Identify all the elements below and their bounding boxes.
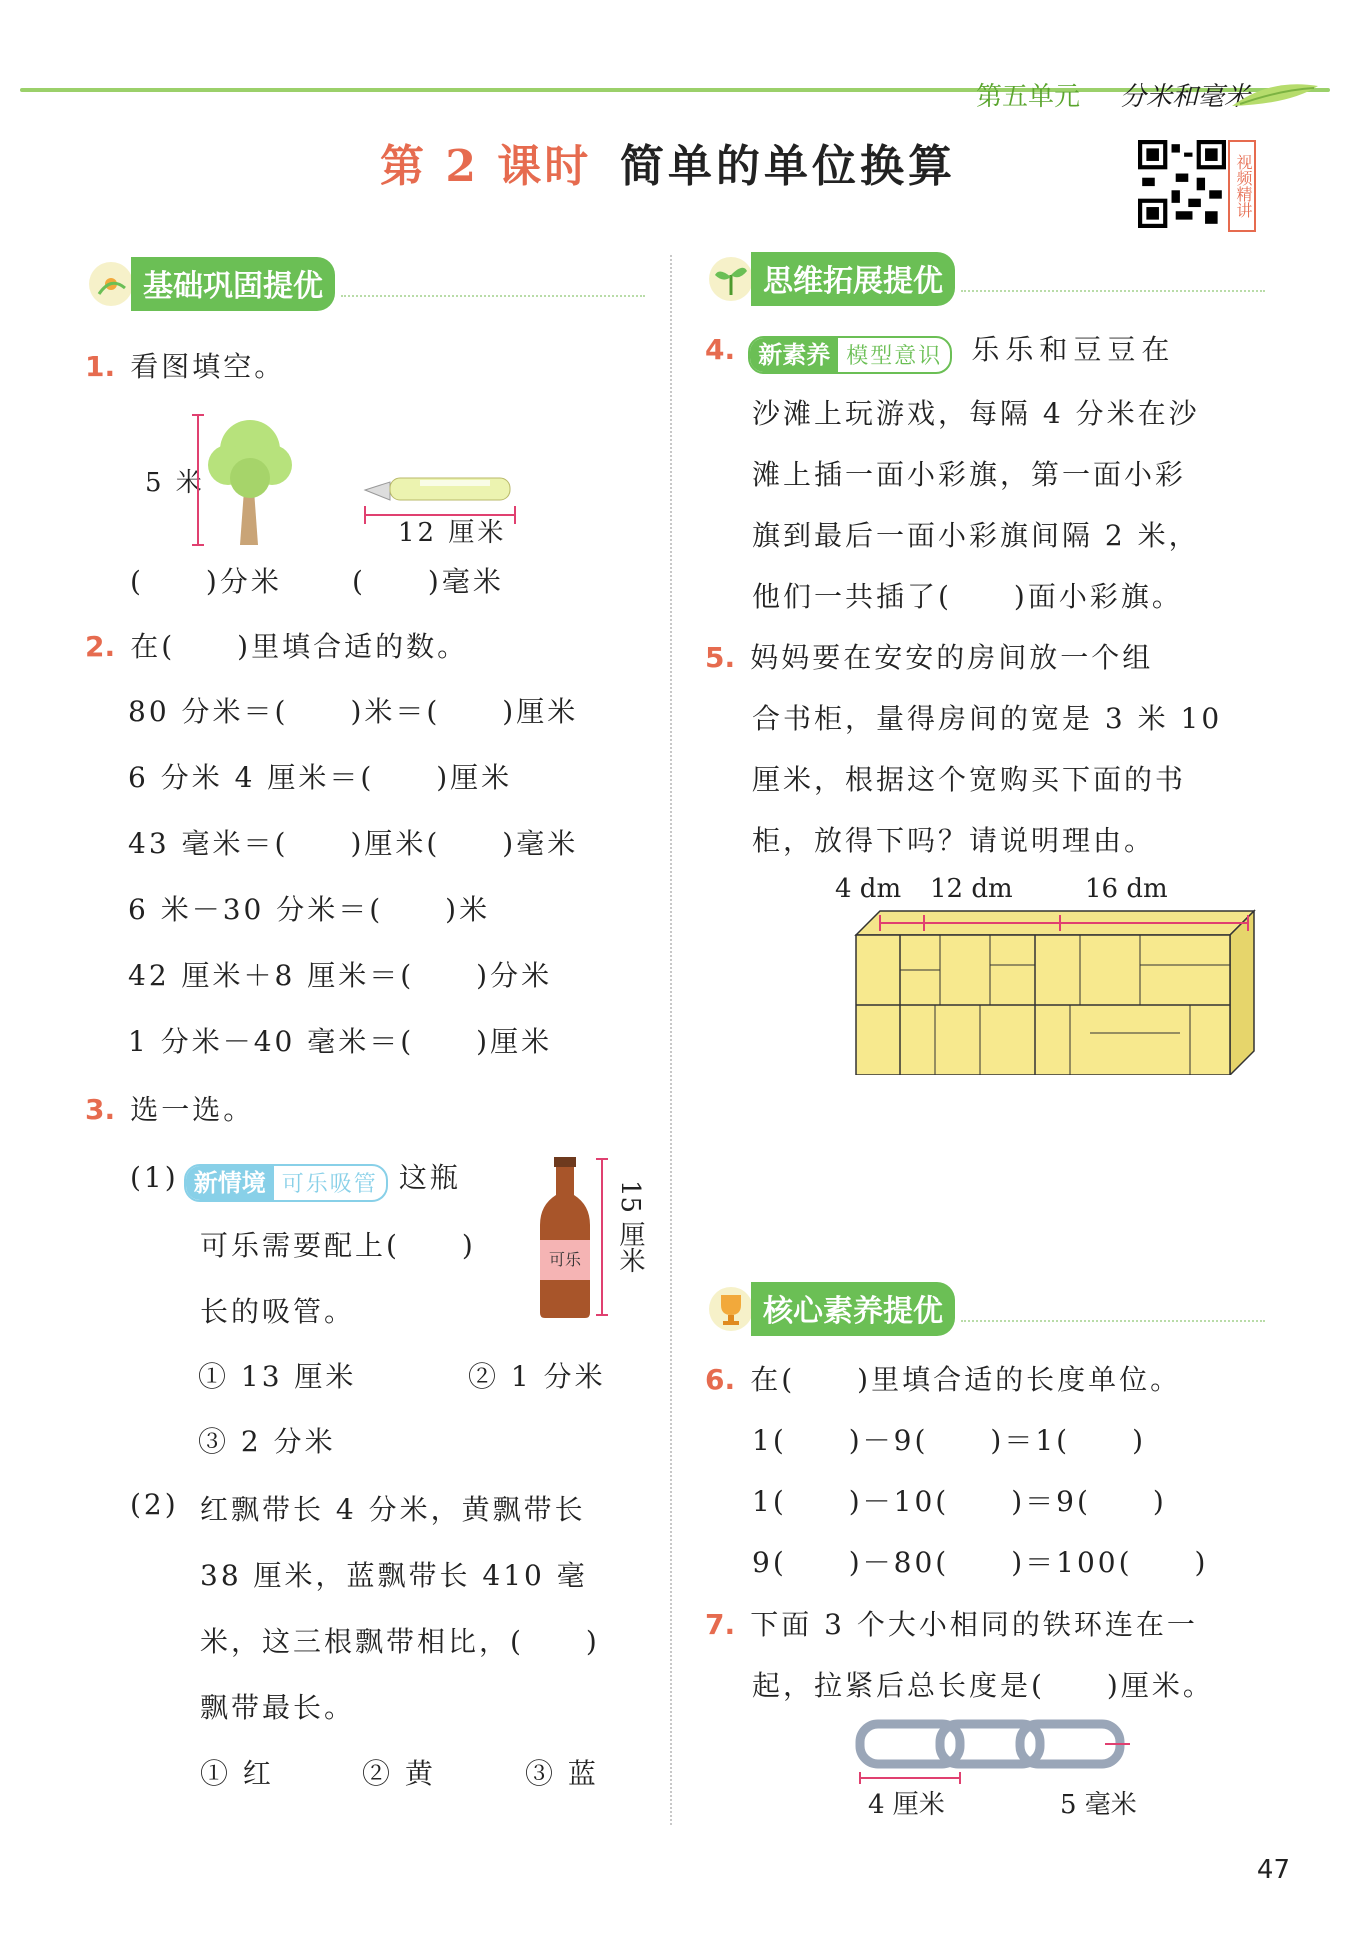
tree-figure xyxy=(188,410,298,550)
part-text: 飘带最长。 xyxy=(200,1691,356,1724)
new-context-tag: 新情境 可乐吸管 xyxy=(184,1164,388,1202)
question-number: 2. xyxy=(85,630,116,663)
option[interactable]: ③ 2 分米 xyxy=(198,1425,336,1458)
part-text[interactable]: 米，这三根飘带相比，( ) xyxy=(200,1625,600,1658)
option[interactable]: ③ 蓝 xyxy=(525,1757,599,1790)
equation-line[interactable]: 43 毫米＝( )厘米( )毫米 xyxy=(128,827,579,860)
section-expand xyxy=(705,255,1265,303)
equation-line[interactable]: 1 分米－40 毫米＝( )厘米 xyxy=(128,1025,553,1058)
question-number: 5. xyxy=(705,641,736,674)
equation-line[interactable]: 9( )－80( )＝100( ) xyxy=(752,1546,1209,1579)
option[interactable]: ② 黄 xyxy=(362,1757,436,1790)
question-text: 旗到最后一面小彩旗间隔 2 米， xyxy=(752,519,1200,552)
question-text: 柜，放得下吗？请说明理由。 xyxy=(752,824,1156,857)
question-text: 选一选。 xyxy=(130,1093,255,1126)
question-3 xyxy=(85,1088,254,1128)
page-title: 简单的单位换算 xyxy=(620,141,956,192)
question-3-part-1 xyxy=(130,1156,461,1202)
question-text: 妈妈要在安安的房间放一个组 xyxy=(750,641,1154,674)
equation-line[interactable]: 42 厘米＋8 厘米＝( )分米 xyxy=(128,959,553,992)
question-text: 合书柜，量得房间的宽是 3 米 10 xyxy=(752,702,1223,735)
ring-length-label: 4 厘米 xyxy=(868,1790,945,1820)
question-text: 在( )里填合适的数。 xyxy=(130,630,469,663)
option[interactable]: ② 1 分米 xyxy=(468,1360,606,1393)
question-text: 在( )里填合适的长度单位。 xyxy=(750,1363,1182,1396)
option[interactable]: ① 红 xyxy=(200,1757,274,1790)
iron-rings-figure xyxy=(855,1718,1135,1788)
question-text: 沙滩上玩游戏，每隔 4 分米在沙 xyxy=(752,397,1200,430)
lesson-number: 第 2 课时 xyxy=(380,141,592,192)
question-text: 下面 3 个大小相同的铁环连在一 xyxy=(750,1608,1198,1641)
question-1 xyxy=(85,345,285,385)
section-basic-label: 基础巩固提优 xyxy=(131,257,335,311)
question-number: 6. xyxy=(705,1363,736,1396)
page-number: 47 xyxy=(1256,1855,1290,1885)
dimension-label: 12 dm xyxy=(930,874,1013,904)
question-7 xyxy=(705,1603,1198,1643)
bookcase-figure xyxy=(850,905,1260,1075)
part-number: (1) xyxy=(130,1161,179,1194)
part-text: 红飘带长 4 分米，黄飘带长 xyxy=(200,1493,586,1526)
section-expand-label: 思维拓展提优 xyxy=(751,252,955,306)
column-divider xyxy=(670,255,672,1825)
equation-line[interactable]: 1( )－10( )＝9( ) xyxy=(752,1485,1167,1518)
leaf-decoration-icon xyxy=(1230,82,1320,108)
dimension-label: 4 dm xyxy=(835,874,902,904)
subject-label: 分米和毫米 xyxy=(1119,82,1250,112)
question-6 xyxy=(705,1358,1181,1398)
part-text: 38 厘米，蓝飘带长 410 毫 xyxy=(200,1559,588,1592)
tree-height-label: 5 米 xyxy=(145,468,205,498)
question-text[interactable]: 起，拉紧后总长度是( )厘米。 xyxy=(752,1669,1214,1702)
sprout-icon xyxy=(705,253,757,305)
section-core xyxy=(705,1285,1265,1333)
pen-length-label: 12 厘米 xyxy=(398,518,507,548)
equation-line[interactable]: 1( )－9( )＝1( ) xyxy=(752,1424,1146,1457)
flower-icon xyxy=(85,258,137,310)
part-number: (2) xyxy=(130,1488,179,1521)
qr-code-icon[interactable] xyxy=(1138,140,1226,228)
unit-label: 第五单元 xyxy=(975,82,1080,112)
part-text: 长的吸管。 xyxy=(200,1295,356,1328)
question-2 xyxy=(85,625,468,665)
section-basic xyxy=(85,260,645,308)
cola-bottle-figure xyxy=(530,1155,610,1320)
question-5 xyxy=(705,636,1153,676)
equation-line[interactable]: 6 分米 4 厘米＝( )厘米 xyxy=(128,761,513,794)
dimension-label: 16 dm xyxy=(1085,874,1168,904)
answer-blank[interactable]: ( )毫米 xyxy=(352,565,504,598)
question-text[interactable]: 他们一共插了( )面小彩旗。 xyxy=(752,580,1183,613)
option[interactable]: ① 13 厘米 xyxy=(198,1360,357,1393)
part-text: 这瓶 xyxy=(398,1161,461,1194)
question-4 xyxy=(705,328,1175,374)
equation-line[interactable]: 6 米－30 分米＝( )米 xyxy=(128,893,491,926)
bottle-height-label: 15 厘米 xyxy=(615,1180,645,1274)
question-number: 7. xyxy=(705,1608,736,1641)
question-text: 滩上插一面小彩旗，第一面小彩 xyxy=(752,458,1187,491)
question-number: 4. xyxy=(705,333,736,366)
question-text: 乐乐和豆豆在 xyxy=(971,333,1176,366)
section-core-label: 核心素养提优 xyxy=(751,1282,955,1336)
video-lecture-label: 视频精讲 xyxy=(1228,140,1256,232)
bottle-label: 可乐 xyxy=(548,1250,582,1269)
new-literacy-tag: 新素养 模型意识 xyxy=(748,336,952,374)
ring-thickness-label: 5 毫米 xyxy=(1060,1790,1137,1820)
equation-line[interactable]: 80 分米＝( )米＝( )厘米 xyxy=(128,695,579,728)
question-text: 厘米，根据这个宽购买下面的书 xyxy=(752,763,1187,796)
trophy-icon xyxy=(705,1283,757,1335)
question-text: 看图填空。 xyxy=(130,350,286,383)
question-number: 3. xyxy=(85,1093,116,1126)
part-text[interactable]: 可乐需要配上( ) xyxy=(200,1229,476,1262)
question-number: 1. xyxy=(85,350,116,383)
answer-blank[interactable]: ( )分米 xyxy=(130,565,282,598)
